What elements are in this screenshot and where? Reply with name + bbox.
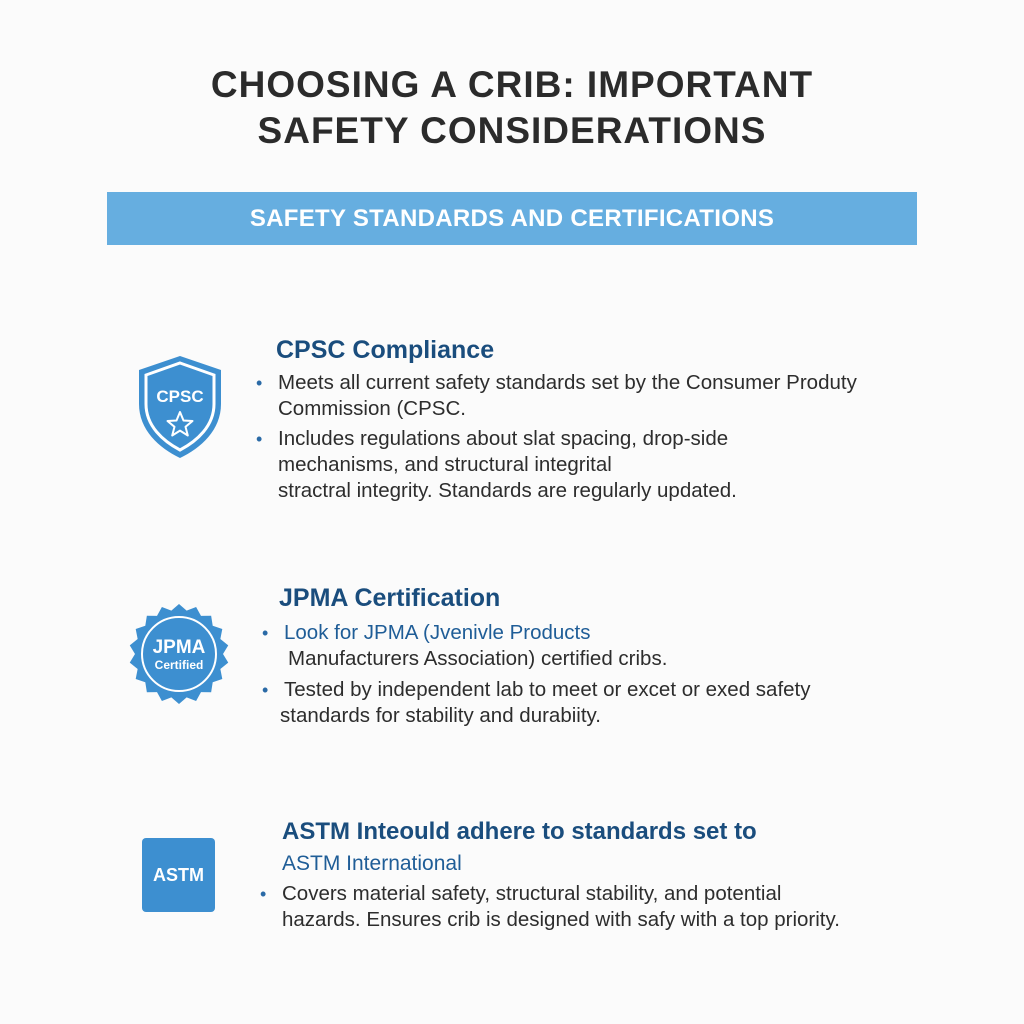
certified-seal-icon — [128, 603, 230, 705]
bullet-dot-icon: • — [256, 429, 263, 449]
bullet-dot-icon: • — [262, 623, 269, 643]
jpma-icon-text: JPMA — [152, 637, 206, 658]
bullet-line: hazards. Ensures crib is designed with safy with a top priority. — [282, 908, 840, 931]
jpma-heading: JPMA Certification — [279, 584, 501, 612]
bullet-line: Tested by independent lab to meet or excet or exed safety — [284, 678, 811, 701]
bullet-line: Look for JPMA (Jvenivle Products — [284, 621, 591, 644]
cpsc-icon-text: CPSC — [156, 387, 204, 406]
bullet-line: mechanisms, and structural integrital — [278, 453, 612, 476]
bullet-line: Commission (CPSC. — [278, 397, 466, 420]
bullet-dot-icon: • — [262, 680, 269, 700]
bullet-line: Includes regulations about slat spacing, drop-side — [278, 427, 729, 450]
bullet-line: Meets all current safety standards set by the Consumer Produty — [278, 371, 857, 394]
jpma-bullet-1 — [262, 620, 668, 672]
astm-subheading: ASTM International — [282, 852, 462, 875]
page-title-line-1: CHOOSING A CRIB: IMPORTANT — [210, 64, 814, 105]
astm-bullet-1 — [260, 881, 840, 933]
cpsc-bullet-2 — [256, 426, 737, 504]
page-title-line-2: SAFETY CONSIDERATIONS — [257, 110, 767, 151]
bullet-line: Covers material safety, structural stability, and potential — [282, 882, 782, 905]
bullet-dot-icon: • — [260, 884, 267, 904]
cpsc-bullet-1 — [256, 370, 857, 422]
cpsc-heading: CPSC Compliance — [276, 336, 495, 364]
bullet-line: Manufacturers Association) certified cribs. — [288, 647, 668, 670]
astm-heading: ASTM Inteould adhere to standards set to — [282, 818, 757, 845]
bullet-line: stractral integrity. Standards are regularly updated. — [278, 479, 737, 502]
page-title — [0, 62, 1024, 154]
bullet-line: standards for stability and durabiity. — [280, 704, 601, 727]
jpma-bullet-2 — [262, 677, 811, 729]
bullet-dot-icon: • — [256, 373, 263, 393]
jpma-icon-subtext: Certified — [154, 658, 204, 672]
shield-icon — [135, 352, 225, 462]
astm-logo-icon: ASTM — [142, 838, 215, 912]
section-banner: SAFETY STANDARDS AND CERTIFICATIONS — [107, 192, 917, 245]
